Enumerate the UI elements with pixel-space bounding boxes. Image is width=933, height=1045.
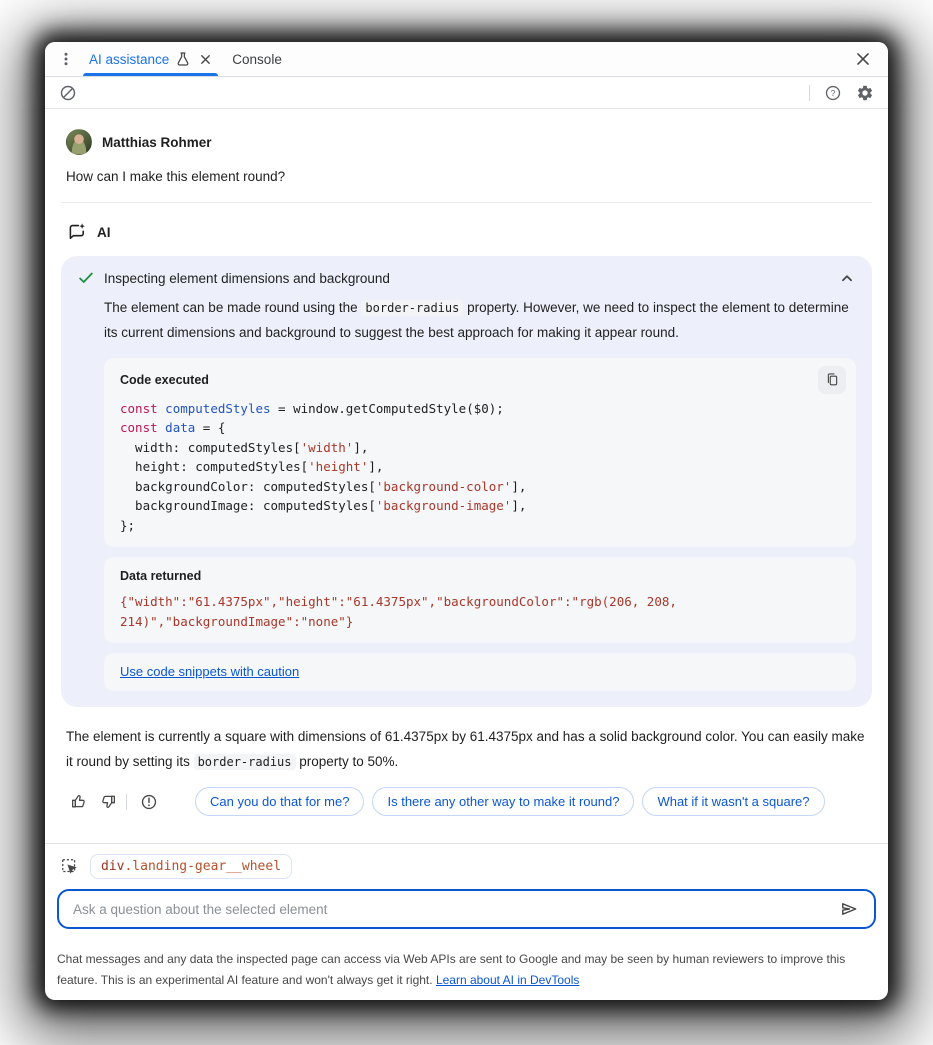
user-message-header: [61, 129, 872, 155]
ai-label: AI: [97, 224, 111, 240]
caution-card: [104, 653, 856, 691]
user-name: Matthias Rohmer: [102, 134, 212, 150]
inline-link[interactable]: Learn about AI in DevTools: [435, 972, 580, 987]
tab-ai-assistance[interactable]: [79, 42, 222, 76]
executed-code: const computedStyles = window.getComputedStyle($0); const data = { width: computedStyles['width'], height: computedStyles['height'], backgroundColor: computedStyles['background-color'], backgroundImage: computedStyles['background-image'], };: [120, 400, 527, 533]
ai-assistance-toolbar: [45, 77, 888, 109]
user-question-text: How can I make this element round?: [66, 169, 286, 184]
toolbar-right-group: [809, 80, 878, 106]
inline-code: border-radius: [361, 300, 463, 316]
svg-text:?: ?: [830, 87, 836, 98]
feedback-row: [61, 787, 888, 816]
code-executed-card: [104, 358, 856, 548]
check-icon: [77, 269, 95, 287]
more-tools-menu-icon[interactable]: [53, 42, 79, 76]
code-executed-title: Code executed: [120, 372, 209, 387]
tab-close-icon[interactable]: [199, 53, 212, 66]
thumbs-down-icon[interactable]: [96, 790, 120, 814]
copy-code-icon[interactable]: [818, 366, 846, 394]
toolbar-divider: [809, 85, 810, 101]
step-header[interactable]: [77, 269, 856, 287]
send-icon[interactable]: [834, 894, 864, 924]
ai-step-panel: [61, 256, 872, 707]
tab-console[interactable]: [222, 42, 292, 76]
tab-ai-assistance-label: AI assistance: [89, 51, 170, 67]
chat-scroll-area[interactable]: [45, 109, 888, 843]
inline-code: border-radius: [194, 754, 296, 770]
tabbar-spacer: [292, 42, 848, 76]
suggestion-chip[interactable]: Can you do that for me?: [195, 787, 364, 816]
returned-data: {"width":"61.4375px","height":"61.4375px","backgroundColor":"rgb(206, 208, 214)","backgroundImage":"none"}: [120, 594, 677, 629]
element-picker-icon[interactable]: [60, 857, 80, 877]
active-tab-underline: [83, 73, 218, 76]
devtools-ai-panel: [45, 42, 888, 1000]
step-intro-text: The element can be made round using the border-radius property. However, we need to inspect the element to determine its current dimensions and background to suggest the best approach for making it appear round.: [104, 300, 849, 340]
chat-input[interactable]: [73, 902, 834, 917]
clear-chat-icon[interactable]: [55, 80, 81, 106]
data-returned-title: Data returned: [120, 569, 202, 584]
settings-gear-icon[interactable]: [852, 80, 878, 106]
suggestion-chip[interactable]: Is there any other way to make it round?: [372, 787, 634, 816]
message-divider: [61, 202, 872, 203]
disclaimer-text: Chat messages and any data the inspected page can access via Web APIs are sent to Google and may be seen by human reviewers to improve this feature. This is an experimental AI feature and won't always get it right. Learn about AI in DevTools: [57, 952, 846, 987]
step-title: Inspecting element dimensions and background: [104, 270, 390, 286]
help-icon[interactable]: [820, 80, 846, 106]
ai-sparkle-bubble-icon: [66, 221, 88, 243]
tab-bar: [45, 42, 888, 77]
rating-group: [66, 790, 161, 814]
use-code-caution-link[interactable]: Use code snippets with caution: [120, 664, 300, 680]
composer: [45, 843, 888, 941]
close-panel-icon[interactable]: [848, 42, 878, 76]
step-body: [104, 296, 856, 691]
data-returned-card: [104, 557, 856, 643]
tab-console-label: Console: [232, 51, 282, 67]
suggestion-chip[interactable]: What if it wasn't a square?: [642, 787, 824, 816]
rating-divider: [126, 794, 127, 810]
suggestion-chips: [195, 787, 888, 816]
collapse-chevron-icon[interactable]: [838, 269, 856, 287]
ai-answer-text: The element is currently a square with dimensions of 61.4375px by 61.4375px and has a solid background color. You can easily make it round by setting its border-radius property to 50%.: [66, 729, 865, 770]
thumbs-up-icon[interactable]: [66, 790, 90, 814]
report-icon[interactable]: [137, 790, 161, 814]
experiment-flask-icon: [175, 51, 191, 67]
user-avatar: [66, 129, 92, 155]
selected-element-row: [57, 854, 876, 879]
selected-element-chip[interactable]: div.landing-gear__wheel: [90, 854, 292, 879]
chat-input-container: [57, 889, 876, 929]
ai-message-header: [61, 221, 872, 243]
